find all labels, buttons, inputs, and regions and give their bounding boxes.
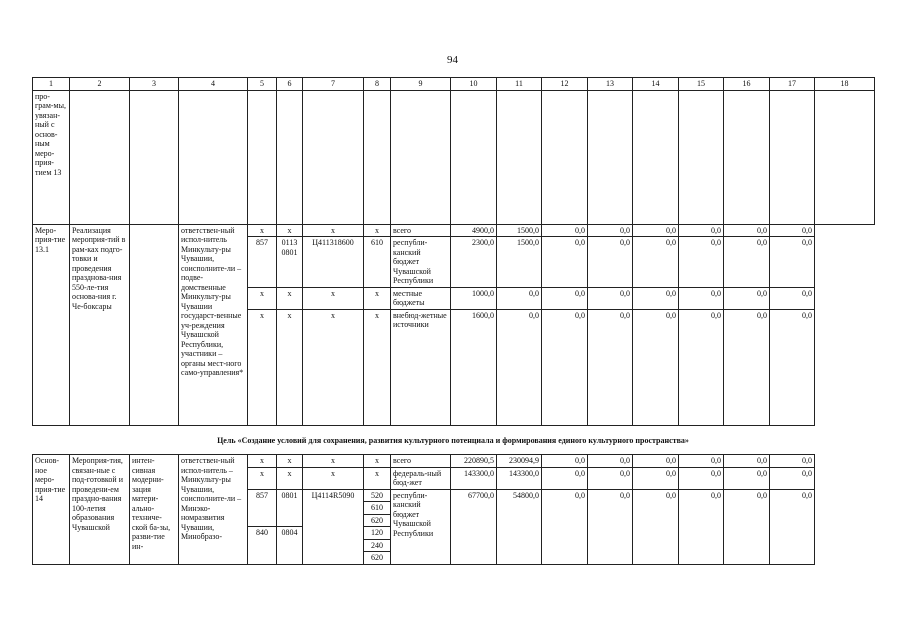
amount-cell: 0,0 xyxy=(497,287,542,309)
table-cell: x xyxy=(364,287,391,309)
amount-cell: 0,0 xyxy=(588,237,633,288)
column-number: 3 xyxy=(130,78,179,91)
goal-heading: Цель «Создание условий для сохранения, развития культурного потенциала и формирования единого культурного пространства» xyxy=(217,436,689,445)
table-cell: 0804 xyxy=(277,527,303,565)
amount-cell: 0,0 xyxy=(724,237,770,288)
table-cell: 520 xyxy=(364,489,391,502)
funding-source: внебюд-жетные источники xyxy=(391,309,451,425)
amount-cell: 143300,0 xyxy=(451,467,497,489)
amount-cell: 0,0 xyxy=(679,309,724,425)
amount-cell: 1500,0 xyxy=(497,237,542,288)
amount-cell: 0,0 xyxy=(497,309,542,425)
column-number: 14 xyxy=(633,78,679,91)
column-number: 8 xyxy=(364,78,391,91)
table-cell: 0113 0801 xyxy=(277,237,303,288)
amount-cell: 0,0 xyxy=(679,455,724,468)
amount-cell: 0,0 xyxy=(679,467,724,489)
table-cell: 840 xyxy=(248,527,277,565)
funding-source: федераль-ный бюд-жет xyxy=(391,467,451,489)
table-cell: x xyxy=(277,224,303,237)
amount-cell: 0,0 xyxy=(770,309,815,425)
amount-cell: 0,0 xyxy=(588,309,633,425)
amount-cell: 0,0 xyxy=(770,287,815,309)
funding-source: всего xyxy=(391,455,451,468)
amount-cell: 143300,0 xyxy=(497,467,542,489)
program-continuation-cell: про-грам-мы, увязан-ный с основ-ным меро-прия-тием 13 xyxy=(33,90,70,224)
financing-table-top xyxy=(32,77,875,426)
main-measure-14-executor: ответствен-ный испол-нитель – Минкульту-ры Чувашии, соисполните-ли – Минэко-номразвития Чувашии, Минобразо- xyxy=(179,455,248,565)
table-cell: x xyxy=(303,467,364,489)
amount-cell: 0,0 xyxy=(633,309,679,425)
table-row xyxy=(33,455,875,468)
amount-cell: 0,0 xyxy=(679,489,724,564)
amount-cell: 1000,0 xyxy=(451,287,497,309)
column-number: 6 xyxy=(277,78,303,91)
page-number: 94 xyxy=(447,54,458,66)
table-cell: x xyxy=(248,455,277,468)
table-cell: 857 xyxy=(248,237,277,288)
amount-cell: 0,0 xyxy=(542,489,588,564)
table-cell: x xyxy=(277,467,303,489)
amount-cell: 0,0 xyxy=(770,489,815,564)
amount-cell: 0,0 xyxy=(633,237,679,288)
amount-cell: 0,0 xyxy=(724,287,770,309)
amount-cell: 1500,0 xyxy=(497,224,542,237)
column-number: 11 xyxy=(497,78,542,91)
funding-source: республи-канский бюджет Чувашской Республики xyxy=(391,237,451,288)
table-cell: 620 xyxy=(364,514,391,527)
table-cell: 240 xyxy=(364,539,391,552)
column-number: 16 xyxy=(724,78,770,91)
funding-source: республи-канский бюджет Чувашской Республики xyxy=(391,489,451,564)
amount-cell: 0,0 xyxy=(770,455,815,468)
table-row xyxy=(33,224,875,237)
amount-cell: 4900,0 xyxy=(451,224,497,237)
amount-cell: 0,0 xyxy=(770,237,815,288)
table-cell: Ц411318600 xyxy=(303,237,364,288)
amount-cell: 0,0 xyxy=(724,309,770,425)
table-cell: x xyxy=(277,455,303,468)
financing-table-bottom xyxy=(32,454,875,565)
table-cell: x xyxy=(303,224,364,237)
amount-cell: 2300,0 xyxy=(451,237,497,288)
amount-cell: 0,0 xyxy=(633,467,679,489)
amount-cell: 0,0 xyxy=(724,455,770,468)
table-cell: 0801 xyxy=(277,489,303,527)
table-cell: x xyxy=(303,455,364,468)
amount-cell: 0,0 xyxy=(679,287,724,309)
main-measure-14-label: Основ-ное меро-прия-тие 14 xyxy=(33,455,70,565)
amount-cell: 0,0 xyxy=(542,224,588,237)
column-number: 12 xyxy=(542,78,588,91)
amount-cell: 0,0 xyxy=(588,287,633,309)
table-cell: x xyxy=(364,467,391,489)
amount-cell: 0,0 xyxy=(588,224,633,237)
amount-cell: 0,0 xyxy=(770,224,815,237)
table-cell: x xyxy=(364,224,391,237)
column-number: 2 xyxy=(70,78,130,91)
column-number-row xyxy=(33,78,875,91)
amount-cell: 0,0 xyxy=(542,455,588,468)
amount-cell: 0,0 xyxy=(770,467,815,489)
amount-cell: 230094,9 xyxy=(497,455,542,468)
measure-13-1-description: Реализация мероприя-тий в рам-ках подго-товки и проведения празднова-ния 550-ле-тия основа-ния г. Че-боксары xyxy=(70,224,130,425)
amount-cell: 0,0 xyxy=(542,309,588,425)
amount-cell: 0,0 xyxy=(679,237,724,288)
column-number: 9 xyxy=(391,78,451,91)
amount-cell: 0,0 xyxy=(633,489,679,564)
table-cell: x xyxy=(364,455,391,468)
table-cell: x xyxy=(248,309,277,425)
table-cell: 120 xyxy=(364,527,391,540)
amount-cell: 0,0 xyxy=(542,467,588,489)
table-cell: x xyxy=(303,309,364,425)
table-cell: x xyxy=(277,287,303,309)
amount-cell: 220890,5 xyxy=(451,455,497,468)
amount-cell: 0,0 xyxy=(724,224,770,237)
funding-source: местные бюджеты xyxy=(391,287,451,309)
column-number: 10 xyxy=(451,78,497,91)
funding-source: всего xyxy=(391,224,451,237)
column-number: 7 xyxy=(303,78,364,91)
amount-cell: 0,0 xyxy=(633,287,679,309)
column-number: 18 xyxy=(815,78,875,91)
amount-cell: 0,0 xyxy=(542,287,588,309)
table-cell: x xyxy=(364,309,391,425)
table-cell: x xyxy=(248,287,277,309)
column-number: 17 xyxy=(770,78,815,91)
amount-cell: 0,0 xyxy=(588,489,633,564)
column-number: 4 xyxy=(179,78,248,91)
amount-cell: 0,0 xyxy=(588,467,633,489)
amount-cell: 0,0 xyxy=(542,237,588,288)
amount-cell: 54800,0 xyxy=(497,489,542,564)
table-cell: 610 xyxy=(364,237,391,288)
amount-cell: 0,0 xyxy=(679,224,724,237)
column-number: 13 xyxy=(588,78,633,91)
table-cell: x xyxy=(248,224,277,237)
amount-cell: 67700,0 xyxy=(451,489,497,564)
main-measure-14-description: Мероприя-тия, связан-ные с под-готовкой и проведени-ем праздно-вания 100-летия образования Чувашской xyxy=(70,455,130,565)
table-cell: 857 xyxy=(248,489,277,527)
measure-13-1-label: Меро-прия-тие 13.1 xyxy=(33,224,70,425)
amount-cell: 0,0 xyxy=(588,455,633,468)
amount-cell: 0,0 xyxy=(724,489,770,564)
amount-cell: 0,0 xyxy=(724,467,770,489)
column-number: 15 xyxy=(679,78,724,91)
table-cell: x xyxy=(248,467,277,489)
column-number: 5 xyxy=(248,78,277,91)
table-cell: x xyxy=(277,309,303,425)
measure-13-1-executor: ответствен-ный испол-нитель Минкульту-ры Чувашии, соисполните-ли – подве-домственные Минкульту-ры Чувашии государст-венные уч-реждения Чувашской Республики, участники – органы мест-ного само-управления* xyxy=(179,224,248,425)
table-cell: 620 xyxy=(364,552,391,565)
table-cell: x xyxy=(303,287,364,309)
table-cell: 610 xyxy=(364,502,391,515)
table-cell: Ц4114R5090 xyxy=(303,489,364,564)
amount-cell: 0,0 xyxy=(633,224,679,237)
amount-cell: 0,0 xyxy=(633,455,679,468)
main-measure-14-goal: интен-сивная модерни-зация матери-ально-техниче-ской ба-зы, разви-тие ин- xyxy=(130,455,179,565)
column-number: 1 xyxy=(33,78,70,91)
amount-cell: 1600,0 xyxy=(451,309,497,425)
